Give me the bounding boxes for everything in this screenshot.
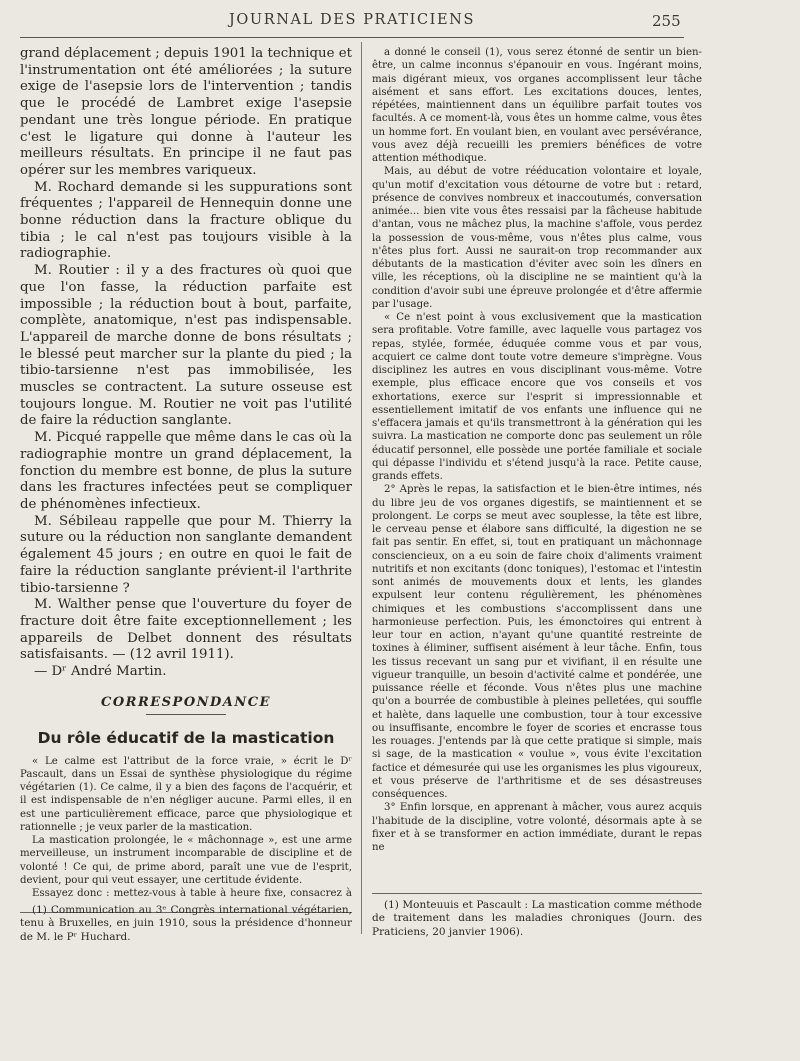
section-heading: CORRESPONDANCE <box>100 694 272 710</box>
discussion-paragraph: M. Picqué rappelle que même dans le cas où la radiographie montre un grand déplacement, la fonction du membre est bonne, de plus la suture dans les fractures infectées peut se compliquer de phénomènes infectieux. <box>20 430 352 512</box>
section-rule <box>146 714 226 715</box>
article-paragraph: « Le calme est l'attribut de la force vraie, » écrit le Dʳ Pascault, dans un Essai de synthèse physiologique du régime végétarien (1). Ce calme, il y a bien des façons de l'acquérir, et il est indispensable de n'en négliger aucune. Parmi elles, il en est une particulièrement efficace, parce que physiologique et rationnelle ; je veux parler de la mastication. <box>20 755 352 833</box>
author-signature: — Dʳ André Martin. <box>34 664 167 680</box>
page-number: 255 <box>652 12 681 30</box>
column-divider <box>361 42 362 934</box>
article-paragraph: « Ce n'est point à vous exclusivement que la mastication sera profitable. Votre famille, avec laquelle vous partagez vos repas, stylée, formée, éduquée comme vous et par vous, acquiert ce calme dont toute votre demeure s'imprègne. Vous disciplinez les autres en vous disciplinant vous-même. Votre exemple, plus efficace encore que vos conseils et vos exhortations, exerce sur l'esprit si impressionnable et essentiellement imitatif de vos enfants une influence qui ne s'effacera jamais et qu'ils transmettront à la génération qui les suivra. La mastication ne comporte donc pas seulement un rôle éducatif personnel, elle possède une portée familiale et sociale qui dépasse l'individu et s'étend jusqu'à la race. Petite cause, grands effets. <box>372 312 702 482</box>
left-column <box>20 46 352 900</box>
article-paragraph: Mais, au début de votre rééducation volontaire et loyale, qu'un motif d'excitation vous détourne de votre but : retard, présence de convives nombreux et inaccoutumés, conversation animée... bien vite vous êtes ressaisi par la fâcheuse habitude d'antan, vous ne mâchez plus, la machine s'affole, vous perdez la possession de vous-même, vous n'êtes plus calme, vous n'êtes plus fort. Aussi ne saurait-on trop recommander aux débutants de la mastication d'éviter avec soin les dîners en ville, les réceptions, où la discipline ne se maintient qu'à la condition d'avoir subi une épreuve prolongée et d'être affermie par l'usage. <box>372 166 702 310</box>
article-paragraph: 3° Enfin lorsque, en apprenant à mâcher, vous aurez acquis l'habitude de la discipline, votre volonté, désormais apte à se fixer et à se transformer en action immédiate, durant le repas ne <box>372 802 702 853</box>
article-paragraph: Essayez donc : mettez-vous à table à heure fixe, consacrez à <box>32 888 352 900</box>
header-rule <box>20 37 684 38</box>
article-title: Du rôle éducatif de la mastication <box>37 728 335 747</box>
discussion-paragraph: M. Sébileau rappelle que pour M. Thierry la suture ou la réduction non sanglante demandent également 45 jours ; en outre en quoi le fait de faire la réduction sanglante prévient-il l'arthrite tibio-tarsienne ? <box>20 513 352 596</box>
discussion-paragraph: grand déplacement ; depuis 1901 la technique et l'instrumentation ont été améliorées ; la suture exige de l'asepsie lors de l'intervention ; tandis que le procédé de Lambret exige l'asepsie pendant une très longue période. En pratique c'est le ligature qui donne à l'auteur les meilleurs résultats. En principe il ne faut pas opérer sur les membres variqueux. <box>20 46 352 178</box>
article-paragraph: 2° Après le repas, la satisfaction et le bien-être intimes, nés du libre jeu de vos organes digestifs, se maintiennent et se prolongent. Le corps se meut avec souplesse, la tête est libre, le cerveau pense et élabore sans difficulté, la digestion ne se fait pas sentir. En effet, si, tout en pratiquant un mâchonnage consciencieux, on a eu soin de faire choix d'aliments vraiment nutritifs et non excitants (donc toniques), l'estomac et l'intestin sont animés de mouvements doux et lents, les glandes expulsent leur contenu régulièrement, les phénomènes chimiques et les combustions s'accomplissent dans une harmonieuse perfection. Puis, les émonctoires qui entrent à leur tour en action, n'ayant qu'une quantité restreinte de toxines à éliminer, suffisent aisément à leur tâche. Enfin, tous les tissus recevant un sang pur et vivifiant, il en résulte une vigueur tranquille, un besoin d'activité calme et pondérée, une puissance réelle et féconde. Vous n'êtes plus une machine qu'on a bourrée de combustible à pleines pelletées, qui souffle et halète, dans laquelle une combustion, tour à tour excessive ou insuffisante, encombre le foyer de scories et encrasse tous les rouages. J'entends par là que cette pratique si simple, mais si sage, de la mastication « voulue », vous évite l'excitation factice et démesurée qui use les organismes les plus vigoureux, et vous préserve de l'arthritisme et de ses désastreuses conséquences. <box>372 484 702 800</box>
footnote-left: (1) Communication au 3ᵉ Congrès international végétarien, tenu à Bruxelles, en juin 1910, sous la présidence d'honneur de M. le Pʳ Huchard. <box>20 904 352 943</box>
footnote-rule-right <box>372 893 702 894</box>
article-paragraph: a donné le conseil (1), vous serez étonné de sentir un bien-être, un calme inconnus s'épanouir en vous. Ingérant moins, mais digérant mieux, vos organes accomplissent leur tâche aisément et sans effort. Les excitations douces, lentes, répétées, maintiennent dans un équilibre parfait toutes vos facultés. A ce moment-là, vous êtes un homme calme, vous êtes un homme fort. En voulant bien, en voulant avec persévérance, vous avez déjà recueilli les premiers bénéfices de votre attention méthodique. <box>372 47 702 164</box>
running-header: JOURNAL DES PRATICIENS <box>229 12 475 28</box>
article-paragraph: La mastication prolongée, le « mâchonnage », est une arme merveilleuse, un instrument incomparable de discipline et de volonté ! Ce qui, de prime abord, paraît une vue de l'esprit, devient, pour qui veut essayer, une certitude évidente. <box>20 835 352 886</box>
discussion-paragraph: M. Rochard demande si les suppurations sont fréquentes ; l'appareil de Hennequin donne une bonne réduction dans la fracture oblique du tibia ; le cal n'est pas toujours visible à la radiographie. <box>20 179 352 262</box>
right-column <box>372 46 702 900</box>
discussion-section <box>20 46 352 681</box>
article-body-right <box>372 46 702 854</box>
article-body-left <box>20 755 352 900</box>
discussion-paragraph: M. Walther pense que l'ouverture du foyer de fracture doit être faite exceptionnellement ; les appareils de Delbet donnent des résultats satisfaisants. — (12 avril 1911). <box>20 597 352 663</box>
footnote-right: (1) Monteuuis et Pascault : La mastication comme méthode de traitement dans les maladies chroniques (Journ. des Praticiens, 20 janvier 1906). <box>372 899 702 938</box>
discussion-paragraph: M. Routier : il y a des fractures où quoi que que l'on fasse, la réduction parfaite est impossible ; la réduction bout à bout, parfaite, complète, anatomique, n'est pas indispensable. L'appareil de marche donne de bons résultats ; le blessé peut marcher sur la plante du pied ; la tibio-tarsienne n'est pas immobilisée, les muscles se contractent. La suture osseuse est toujours longue. M. Routier ne voit pas l'utilité de faire la réduction sanglante. <box>20 263 352 429</box>
